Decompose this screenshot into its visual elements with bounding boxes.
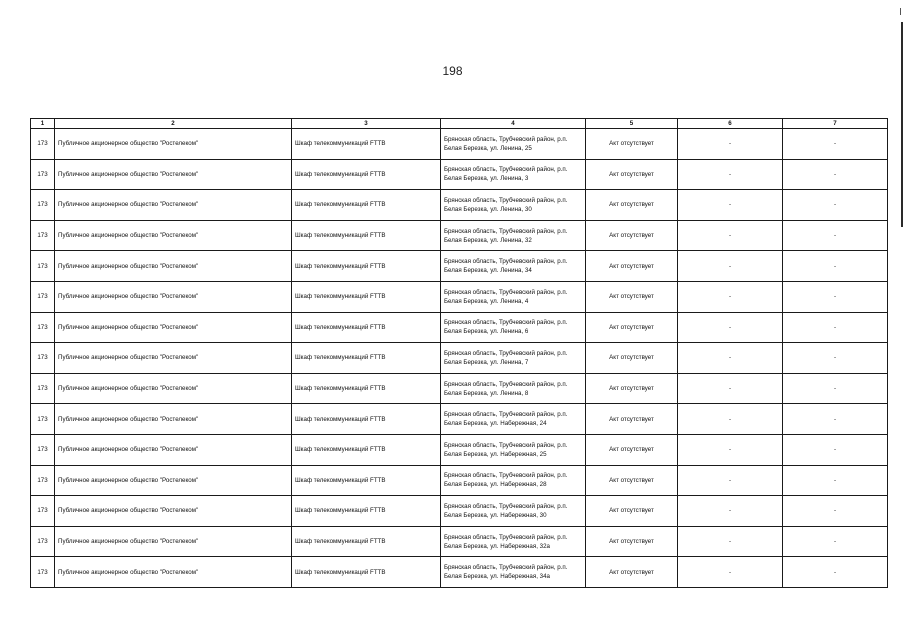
cell-number: 173 bbox=[31, 281, 55, 312]
cell-address: Брянская область, Трубчевский район, р.п. Белая Березка, ул. Набережная, 28 bbox=[441, 465, 586, 496]
cell-object: Шкаф телекоммуникаций FTTB bbox=[292, 220, 441, 251]
cell-col-7: - bbox=[783, 251, 888, 282]
cell-number: 173 bbox=[31, 465, 55, 496]
cell-organization: Публичное акционерное общество "Ростелеком" bbox=[55, 129, 292, 160]
cell-organization: Публичное акционерное общество "Ростелеком" bbox=[55, 159, 292, 190]
table-row bbox=[31, 404, 888, 435]
cell-col-6: - bbox=[678, 343, 783, 374]
cell-organization: Публичное акционерное общество "Ростелеком" bbox=[55, 373, 292, 404]
cell-col-7: - bbox=[783, 557, 888, 588]
cell-act: Акт отсутствует bbox=[586, 434, 678, 465]
table-row bbox=[31, 220, 888, 251]
cell-object: Шкаф телекоммуникаций FTTB bbox=[292, 373, 441, 404]
cell-object: Шкаф телекоммуникаций FTTB bbox=[292, 190, 441, 221]
cell-number: 173 bbox=[31, 373, 55, 404]
table-row bbox=[31, 496, 888, 527]
scan-edge-mark bbox=[901, 22, 903, 227]
cell-address: Брянская область, Трубчевский район, р.п. Белая Березка, ул. Ленина, 3 bbox=[441, 159, 586, 190]
cell-number: 173 bbox=[31, 557, 55, 588]
table-row bbox=[31, 343, 888, 374]
cell-object: Шкаф телекоммуникаций FTTB bbox=[292, 251, 441, 282]
cell-number: 173 bbox=[31, 434, 55, 465]
cell-col-6: - bbox=[678, 496, 783, 527]
cell-col-6: - bbox=[678, 129, 783, 160]
cell-object: Шкаф телекоммуникаций FTTB bbox=[292, 496, 441, 527]
cell-col-7: - bbox=[783, 129, 888, 160]
cell-address: Брянская область, Трубчевский район, р.п. Белая Березка, ул. Ленина, 25 bbox=[441, 129, 586, 160]
cell-col-7: - bbox=[783, 281, 888, 312]
cell-act: Акт отсутствует bbox=[586, 373, 678, 404]
table-row bbox=[31, 526, 888, 557]
table-row bbox=[31, 312, 888, 343]
cell-act: Акт отсутствует bbox=[586, 190, 678, 221]
cell-act: Акт отсутствует bbox=[586, 343, 678, 374]
cell-col-6: - bbox=[678, 557, 783, 588]
header-col-5: 5 bbox=[586, 119, 678, 129]
cell-organization: Публичное акционерное общество "Ростелеком" bbox=[55, 496, 292, 527]
cell-act: Акт отсутствует bbox=[586, 281, 678, 312]
cell-number: 173 bbox=[31, 159, 55, 190]
cell-number: 173 bbox=[31, 343, 55, 374]
cell-address: Брянская область, Трубчевский район, р.п. Белая Березка, ул. Ленина, 4 bbox=[441, 281, 586, 312]
cell-address: Брянская область, Трубчевский район, р.п. Белая Березка, ул. Ленина, 7 bbox=[441, 343, 586, 374]
cell-col-6: - bbox=[678, 404, 783, 435]
cell-col-6: - bbox=[678, 281, 783, 312]
cell-col-7: - bbox=[783, 190, 888, 221]
cell-object: Шкаф телекоммуникаций FTTB bbox=[292, 465, 441, 496]
header-col-7: 7 bbox=[783, 119, 888, 129]
cell-act: Акт отсутствует bbox=[586, 251, 678, 282]
page-number: 198 bbox=[442, 64, 463, 78]
cell-col-7: - bbox=[783, 159, 888, 190]
table-row bbox=[31, 557, 888, 588]
cell-organization: Публичное акционерное общество "Ростелеком" bbox=[55, 281, 292, 312]
cell-address: Брянская область, Трубчевский район, р.п. Белая Березка, ул. Ленина, 30 bbox=[441, 190, 586, 221]
header-col-6: 6 bbox=[678, 119, 783, 129]
cell-number: 173 bbox=[31, 190, 55, 221]
table-row bbox=[31, 465, 888, 496]
cell-col-7: - bbox=[783, 526, 888, 557]
table-row bbox=[31, 129, 888, 160]
table-row bbox=[31, 373, 888, 404]
cell-col-6: - bbox=[678, 434, 783, 465]
header-col-2: 2 bbox=[55, 119, 292, 129]
cell-act: Акт отсутствует bbox=[586, 557, 678, 588]
cell-act: Акт отсутствует bbox=[586, 496, 678, 527]
table-row bbox=[31, 281, 888, 312]
cell-object: Шкаф телекоммуникаций FTTB bbox=[292, 281, 441, 312]
cell-address: Брянская область, Трубчевский район, р.п. Белая Березка, ул. Ленина, 32 bbox=[441, 220, 586, 251]
cell-organization: Публичное акционерное общество "Ростелеком" bbox=[55, 434, 292, 465]
cell-col-6: - bbox=[678, 159, 783, 190]
cell-col-7: - bbox=[783, 465, 888, 496]
cell-address: Брянская область, Трубчевский район, р.п. Белая Березка, ул. Ленина, 8 bbox=[441, 373, 586, 404]
cell-col-7: - bbox=[783, 496, 888, 527]
cell-col-7: - bbox=[783, 373, 888, 404]
registry-table bbox=[30, 118, 888, 588]
header-row bbox=[31, 119, 888, 129]
cell-col-6: - bbox=[678, 373, 783, 404]
table-row bbox=[31, 159, 888, 190]
header-col-1: 1 bbox=[31, 119, 55, 129]
cell-number: 173 bbox=[31, 496, 55, 527]
cell-object: Шкаф телекоммуникаций FTTB bbox=[292, 312, 441, 343]
table-header bbox=[31, 119, 888, 129]
header-col-4: 4 bbox=[441, 119, 586, 129]
cell-address: Брянская область, Трубчевский район, р.п. Белая Березка, ул. Набережная, 25 bbox=[441, 434, 586, 465]
cell-act: Акт отсутствует bbox=[586, 526, 678, 557]
cell-col-7: - bbox=[783, 343, 888, 374]
cell-col-6: - bbox=[678, 251, 783, 282]
cell-address: Брянская область, Трубчевский район, р.п. Белая Березка, ул. Набережная, 30 bbox=[441, 496, 586, 527]
cell-act: Акт отсутствует bbox=[586, 129, 678, 160]
table-row bbox=[31, 190, 888, 221]
cell-address: Брянская область, Трубчевский район, р.п. Белая Березка, ул. Ленина, 6 bbox=[441, 312, 586, 343]
cell-act: Акт отсутствует bbox=[586, 465, 678, 496]
cell-number: 173 bbox=[31, 129, 55, 160]
cell-act: Акт отсутствует bbox=[586, 159, 678, 190]
cell-address: Брянская область, Трубчевский район, р.п. Белая Березка, ул. Ленина, 34 bbox=[441, 251, 586, 282]
scan-edge-tick bbox=[900, 8, 901, 15]
cell-col-7: - bbox=[783, 434, 888, 465]
cell-organization: Публичное акционерное общество "Ростелеком" bbox=[55, 465, 292, 496]
cell-object: Шкаф телекоммуникаций FTTB bbox=[292, 434, 441, 465]
cell-object: Шкаф телекоммуникаций FTTB bbox=[292, 557, 441, 588]
cell-col-6: - bbox=[678, 526, 783, 557]
cell-organization: Публичное акционерное общество "Ростелеком" bbox=[55, 190, 292, 221]
cell-act: Акт отсутствует bbox=[586, 220, 678, 251]
cell-organization: Публичное акционерное общество "Ростелеком" bbox=[55, 526, 292, 557]
cell-object: Шкаф телекоммуникаций FTTB bbox=[292, 526, 441, 557]
cell-object: Шкаф телекоммуникаций FTTB bbox=[292, 343, 441, 374]
cell-organization: Публичное акционерное общество "Ростелеком" bbox=[55, 404, 292, 435]
table-body bbox=[31, 129, 888, 588]
cell-number: 173 bbox=[31, 220, 55, 251]
table-row bbox=[31, 251, 888, 282]
cell-address: Брянская область, Трубчевский район, р.п. Белая Березка, ул. Набережная, 32а bbox=[441, 526, 586, 557]
table-row bbox=[31, 434, 888, 465]
cell-organization: Публичное акционерное общество "Ростелеком" bbox=[55, 220, 292, 251]
cell-col-7: - bbox=[783, 220, 888, 251]
cell-number: 173 bbox=[31, 526, 55, 557]
cell-number: 173 bbox=[31, 312, 55, 343]
cell-object: Шкаф телекоммуникаций FTTB bbox=[292, 129, 441, 160]
cell-act: Акт отсутствует bbox=[586, 404, 678, 435]
cell-organization: Публичное акционерное общество "Ростелеком" bbox=[55, 343, 292, 374]
cell-col-7: - bbox=[783, 404, 888, 435]
cell-organization: Публичное акционерное общество "Ростелеком" bbox=[55, 557, 292, 588]
cell-col-6: - bbox=[678, 220, 783, 251]
cell-address: Брянская область, Трубчевский район, р.п. Белая Березка, ул. Набережная, 24 bbox=[441, 404, 586, 435]
cell-address: Брянская область, Трубчевский район, р.п. Белая Березка, ул. Набережная, 34а bbox=[441, 557, 586, 588]
cell-col-6: - bbox=[678, 190, 783, 221]
cell-organization: Публичное акционерное общество "Ростелеком" bbox=[55, 251, 292, 282]
cell-object: Шкаф телекоммуникаций FTTB bbox=[292, 404, 441, 435]
cell-object: Шкаф телекоммуникаций FTTB bbox=[292, 159, 441, 190]
cell-number: 173 bbox=[31, 404, 55, 435]
cell-col-6: - bbox=[678, 465, 783, 496]
cell-act: Акт отсутствует bbox=[586, 312, 678, 343]
cell-organization: Публичное акционерное общество "Ростелеком" bbox=[55, 312, 292, 343]
cell-col-6: - bbox=[678, 312, 783, 343]
header-col-3: 3 bbox=[292, 119, 441, 129]
cell-number: 173 bbox=[31, 251, 55, 282]
cell-col-7: - bbox=[783, 312, 888, 343]
